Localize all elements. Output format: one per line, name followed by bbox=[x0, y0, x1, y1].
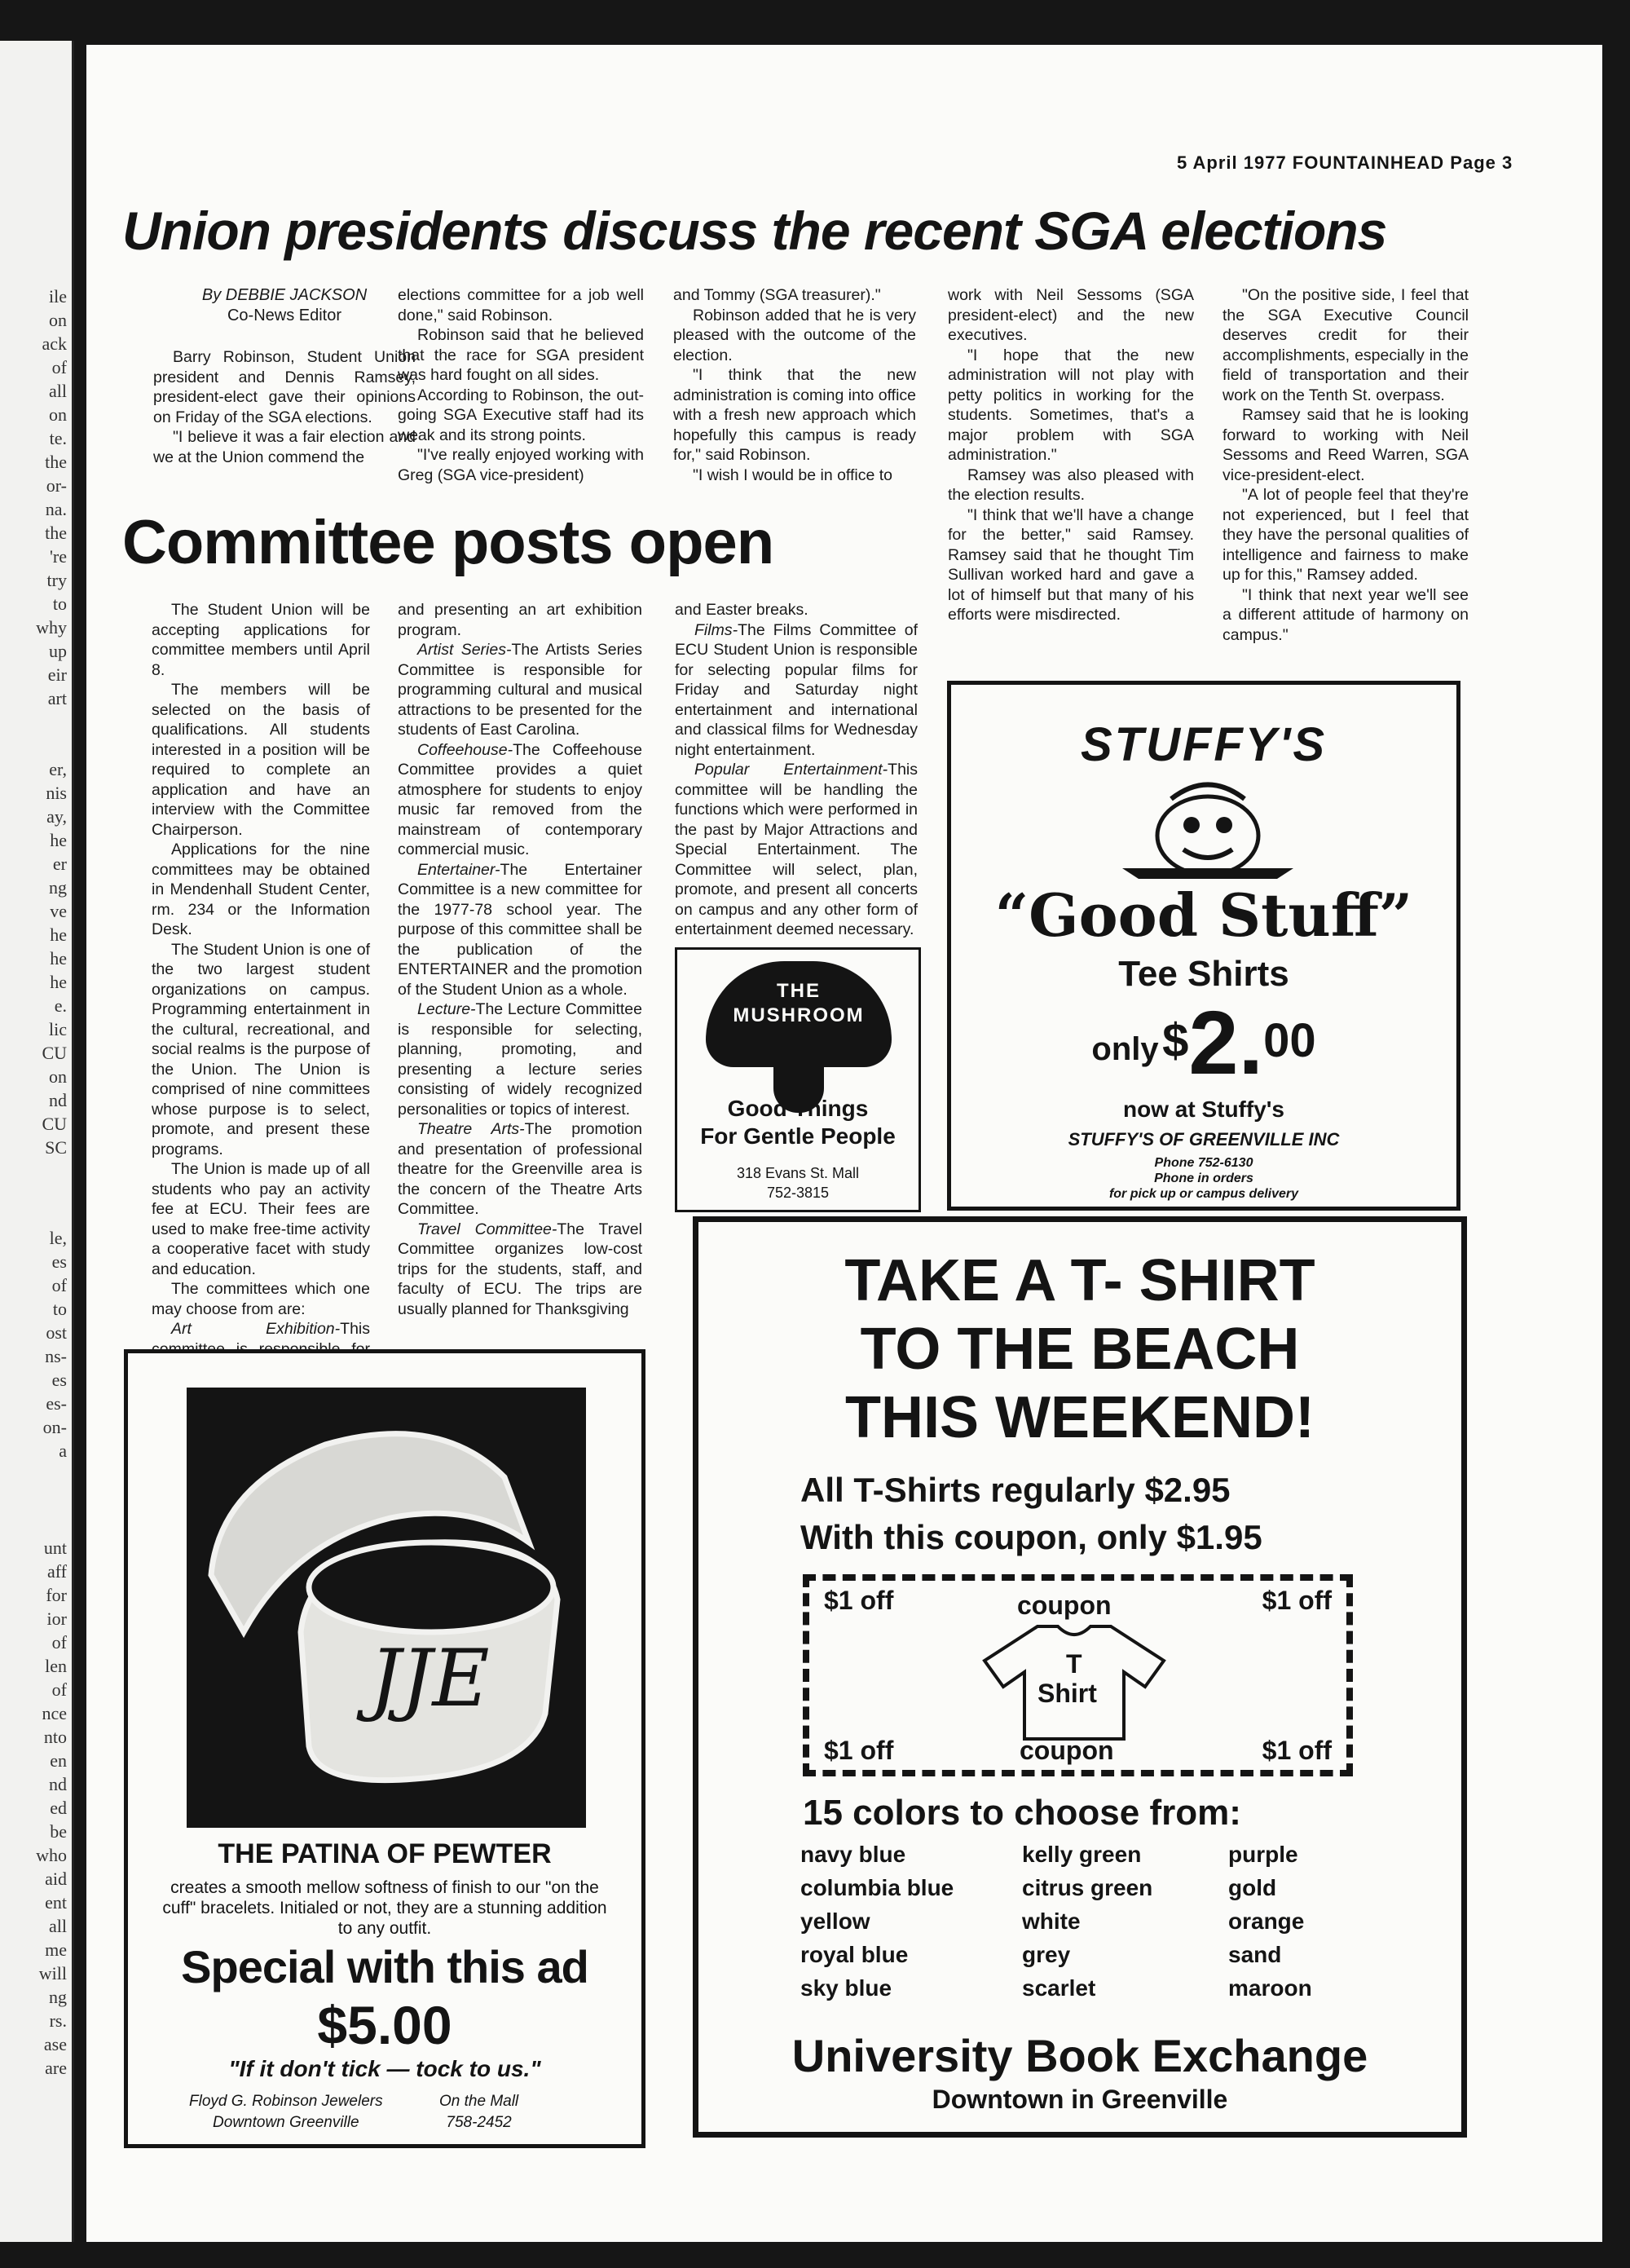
tee-shirts-label: Tee Shirts bbox=[1118, 954, 1289, 994]
paragraph: Theatre Arts-The promotion and presentation of professional theatre for the Greenville area is the concern of the Theatre Arts Committee. bbox=[398, 1120, 643, 1218]
colors-heading: 15 colors to choose from: bbox=[803, 1793, 1241, 1833]
previous-page-text-fragment: ng bbox=[49, 877, 67, 898]
previous-page-text-fragment: nce bbox=[42, 1703, 67, 1723]
special-offer: Special with this ad bbox=[181, 1941, 588, 1992]
pewter-slogan: "If it don't tick — tock to us." bbox=[228, 2056, 541, 2081]
paragraph: Coffeehouse-The Coffeehouse Committee provides a quiet atmosphere for students to enjoy music far removed from the mainstream of contemporary commercial music. bbox=[398, 740, 642, 858]
previous-page-text-fragment: ile bbox=[49, 286, 67, 307]
previous-page-text-fragment: all bbox=[49, 1916, 67, 1936]
good-stuff-headline: “Good Stuff” bbox=[994, 880, 1413, 950]
color-item: columbia blue bbox=[800, 1875, 954, 1900]
color-item: kelly green bbox=[1022, 1842, 1142, 1867]
beach-headline: TAKE A T- SHIRT TO THE BEACH THIS WEEKEND! bbox=[844, 1248, 1315, 1450]
color-item: gold bbox=[1228, 1875, 1277, 1900]
previous-page-text-fragment: er bbox=[52, 854, 67, 874]
previous-page-text-fragment: me bbox=[45, 1939, 67, 1960]
previous-page-text-fragment: ior bbox=[46, 1608, 67, 1629]
color-item: citrus green bbox=[1022, 1875, 1153, 1900]
color-item: sky blue bbox=[800, 1975, 892, 2001]
paragraph: and Tommy (SGA treasurer)." bbox=[673, 286, 881, 304]
paragraph: Films-The Films Committee of ECU Student Union is responsible for selecting popular films for Friday and Saturday night entertainment and international and classical films for Wednesday night entertainment. bbox=[675, 620, 918, 759]
previous-page-text-fragment: e. bbox=[54, 995, 67, 1016]
article1-column-1 bbox=[153, 285, 416, 467]
headline-committee-posts: Committee posts open bbox=[122, 508, 774, 577]
previous-page-text-fragment: he bbox=[50, 924, 67, 945]
article2-column-1 bbox=[152, 600, 370, 1439]
coupon-corner: $1 off bbox=[824, 1586, 894, 1615]
previous-page-text-fragment: on bbox=[49, 404, 67, 425]
paragraph: The Student Union is one of the two largest student organizations on campus. Programming entertainment in the cultural, recreational, and social realms is the purpose of the Union. The Union is comprised of nine committees whose purpose is to select, promote, and present these programs. bbox=[152, 940, 370, 1158]
chef-mascot-icon bbox=[1106, 774, 1310, 880]
article2-column-2 bbox=[398, 600, 642, 1319]
paragraph: Lecture-The Lecture Committee is responsible for selecting, planning, promoting, and presenting a lecture series consisting of widely recognized personalities or topics of interest. bbox=[398, 1000, 642, 1119]
previous-page-text-fragment: 're bbox=[49, 546, 67, 567]
color-item: navy blue bbox=[800, 1842, 906, 1867]
monogram-text: JJE bbox=[369, 1633, 490, 1724]
previous-page-text-fragment: to bbox=[52, 1299, 67, 1319]
previous-page-text-fragment: te. bbox=[49, 428, 67, 448]
pewter-advertisement bbox=[124, 1349, 645, 2148]
coupon-corner: $1 off bbox=[1262, 1586, 1332, 1615]
now-at-stuffys: now at Stuffy's bbox=[1123, 1096, 1284, 1122]
stuffys-logo: STUFFY'S bbox=[1080, 718, 1328, 771]
paragraph: Artist Series-The Artists Series Committee is responsible for programming cultural and musical attractions to be presented for the students of East Carolina. bbox=[398, 641, 642, 739]
beach-tshirt-advertisement bbox=[693, 1216, 1467, 2138]
previous-page-text-fragment: be bbox=[50, 1821, 67, 1842]
previous-page-text-fragment: ed bbox=[50, 1798, 67, 1818]
previous-page-text-fragment: CU bbox=[42, 1043, 67, 1063]
previous-page-text-fragment: for bbox=[46, 1585, 67, 1605]
beach-pricing: All T-Shirts regularly $2.95 With this coupon, only $1.95 bbox=[800, 1471, 1262, 1556]
color-item: orange bbox=[1228, 1908, 1305, 1934]
coupon-corner: $1 off bbox=[824, 1736, 894, 1765]
previous-page-text-fragment: es bbox=[51, 1370, 67, 1390]
previous-page-text-fragment: es bbox=[51, 1251, 67, 1272]
previous-page-text-fragment: lic bbox=[49, 1019, 67, 1039]
color-item: yellow bbox=[800, 1908, 870, 1934]
article1-column-5 bbox=[1222, 285, 1469, 645]
company-name: STUFFY'S OF GREENVILLE INC bbox=[1068, 1129, 1340, 1149]
previous-page-text-fragment: a bbox=[59, 1441, 67, 1461]
previous-page-text-fragment: ay, bbox=[46, 806, 67, 827]
paragraph: "I've really enjoyed working with Greg (SGA vice-president) bbox=[398, 446, 644, 484]
color-item: royal blue bbox=[800, 1942, 909, 1967]
previous-page-text-fragment: ns- bbox=[45, 1346, 67, 1366]
paragraph: Travel Committee-The Travel Committee organizes low-cost trips for the students, staff, and faculty of ECU. The trips are usually planned for Thanksgiving bbox=[398, 1220, 642, 1318]
paragraph: and presenting an art exhibition program. bbox=[398, 601, 642, 639]
previous-page-text-fragment: nd bbox=[49, 1774, 67, 1794]
previous-page-text-fragment: he bbox=[50, 830, 67, 850]
coupon-word: coupon bbox=[1017, 1591, 1112, 1620]
previous-page-text-fragment: ack bbox=[42, 333, 67, 354]
paragraph: "I hope that the new administration will not play with petty politics in working for the students. Sometimes, that's a major problem with SGA administration." bbox=[948, 346, 1194, 464]
paragraph: "I believe it was a fair election and we at the Union commend the bbox=[153, 428, 416, 466]
paragraph: Barry Robinson, Student Union president and Dennis Ramsey, president-elect gave their opinions on Friday of the SGA elections. bbox=[153, 348, 416, 426]
previous-page-text-fragment: ost bbox=[46, 1322, 67, 1343]
previous-page-text-fragment: nd bbox=[49, 1090, 67, 1110]
previous-page-text-fragment: or- bbox=[46, 475, 67, 496]
paragraph: "I think that next year we'll see a different attitude of harmony on campus." bbox=[1222, 585, 1469, 644]
coupon-corner: $1 off bbox=[1262, 1736, 1332, 1765]
previous-page-text-fragment: aff bbox=[46, 1561, 67, 1582]
previous-page-text-fragment: rs. bbox=[49, 2010, 67, 2031]
paragraph: Applications for the nine committees may be obtained in Mendenhall Student Center, rm. 234 or the Information Desk. bbox=[152, 841, 370, 938]
color-item: maroon bbox=[1228, 1975, 1312, 2001]
paragraph: Robinson added that he is very pleased with the outcome of the election. bbox=[673, 306, 916, 364]
previous-page-text-fragment: of bbox=[51, 357, 67, 377]
previous-page-text-fragment: en bbox=[50, 1750, 67, 1771]
previous-page-text-fragment: le, bbox=[49, 1228, 67, 1248]
mushroom-advertisement bbox=[675, 947, 921, 1212]
color-item: scarlet bbox=[1022, 1975, 1096, 2001]
byline: By DEBBIE JACKSON Co-News Editor bbox=[201, 286, 368, 324]
article1-column-4 bbox=[948, 285, 1194, 625]
previous-page-text-fragment: of bbox=[51, 1632, 67, 1652]
jeweler-info: Floyd G. Robinson Jewelers Downtown Greenville bbox=[189, 2093, 383, 2131]
headline-union-presidents: Union presidents discuss the recent SGA elections bbox=[122, 201, 1387, 261]
previous-page-text-fragment: ve bbox=[50, 901, 67, 921]
previous-page-text-fragment: es- bbox=[46, 1393, 67, 1414]
pewter-bracelets-image bbox=[187, 1388, 586, 1828]
paragraph: The Student Union will be accepting applications for committee members until April 8. bbox=[152, 601, 370, 679]
color-item: purple bbox=[1228, 1842, 1298, 1867]
page-folio: 5 April 1977 FOUNTAINHEAD Page 3 bbox=[1177, 152, 1513, 173]
previous-page-text-fragment: to bbox=[52, 593, 67, 614]
previous-page-text-fragment: try bbox=[46, 570, 67, 590]
pewter-description: creates a smooth mellow softness of finish to our "on the cuff" bracelets. Initialed or not, they are a stunning addition to any outfit. bbox=[162, 1878, 607, 1938]
previous-page-text-fragment: the bbox=[45, 523, 67, 543]
article1-column-3 bbox=[673, 285, 916, 485]
previous-page-text-fragment: he bbox=[50, 972, 67, 992]
previous-page-text-fragment: CU bbox=[42, 1114, 67, 1134]
pewter-price: $5.00 bbox=[317, 1995, 452, 2055]
coupon-word: coupon bbox=[1020, 1736, 1114, 1765]
tshirt-coupon bbox=[803, 1574, 1353, 1776]
paragraph: The members will be selected on the basis of qualifications. All students interested in a position will be required to complete an application and have an interview with the Committee Chairperson. bbox=[152, 681, 370, 839]
coupon-t: T bbox=[1066, 1649, 1082, 1679]
store-location: Downtown in Greenville bbox=[932, 2085, 1228, 2114]
paragraph: Entertainer-The Entertainer Committee is a new committee for the 1977-78 school year. The purpose of this committee shall be the publication of the ENTERTAINER and the promotion of the Student Union as a whole. bbox=[398, 860, 642, 999]
previous-page-text-fragment: who bbox=[36, 1845, 67, 1865]
article1-column-2 bbox=[398, 285, 644, 485]
coupon-shirt: Shirt bbox=[1037, 1679, 1097, 1708]
previous-page-text-fragment: ng bbox=[49, 1987, 67, 2007]
previous-page-text-fragment: ent bbox=[45, 1892, 67, 1913]
previous-page-edge bbox=[0, 41, 74, 2242]
mall-info: On the Mall 758-2452 bbox=[439, 2093, 519, 2131]
paragraph: Art Exhibition-This bbox=[171, 1320, 370, 1338]
paragraph: The committees which one may choose from are: bbox=[152, 1280, 370, 1318]
previous-page-text-fragment: all bbox=[49, 381, 67, 401]
paragraph: Ramsey said that he is looking forward to working with Neil Sessoms and Reed Warren, SGA vice-president-elect. bbox=[1222, 406, 1469, 484]
previous-page-text-fragment: nis bbox=[46, 783, 67, 803]
paragraph: work with Neil Sessoms (SGA president-elect) and the new executives. bbox=[948, 286, 1194, 344]
paragraph: "I wish I would be in office to bbox=[693, 466, 893, 484]
previous-page-text-fragment: aid bbox=[45, 1869, 67, 1889]
stuffys-advertisement bbox=[947, 681, 1460, 1211]
previous-page-text-fragment: the bbox=[45, 452, 67, 472]
mushroom-address: 318 Evans St. Mall 752-3815 bbox=[736, 1165, 860, 1201]
previous-page-text-fragment: of bbox=[51, 1679, 67, 1700]
paragraph: Robinson said that he believed that the race for SGA president was hard fought on all sides. bbox=[398, 326, 644, 384]
previous-page-text-fragment: er, bbox=[49, 759, 67, 779]
paragraph: "On the positive side, I feel that the SGA Executive Council deserves credit for their accomplishments, especially in the field of transportation and their work on the Tenth St. overpass. bbox=[1222, 286, 1469, 404]
paragraph: "I think that the new administration is coming into office with a fresh new approach which hopefully this campus is ready for," said Robinson. bbox=[673, 366, 916, 464]
previous-page-text-fragment: SC bbox=[45, 1137, 67, 1158]
bracelet-icon bbox=[187, 1388, 586, 1828]
previous-page-text-fragment: of bbox=[51, 1275, 67, 1295]
paragraph: "I think that we'll have a change for the better," said Ramsey. Ramsey said that he thought Tim Sullivan worked hard and gave a lot of himself but that many of his efforts were misdirected. bbox=[948, 505, 1194, 624]
price-whole: 2. bbox=[1188, 993, 1264, 1093]
previous-page-text-fragment: on- bbox=[42, 1417, 67, 1437]
paragraph: "A lot of people feel that they're not experienced, but I feel that they have the personal qualities of intelligence and fairness to make up for this," Ramsey added. bbox=[1222, 486, 1469, 584]
store-name: University Book Exchange bbox=[791, 2030, 1368, 2081]
color-item: sand bbox=[1228, 1942, 1282, 1967]
mushroom-logo-icon: THE MUSHROOM bbox=[706, 961, 892, 1067]
previous-page-text-fragment: len bbox=[45, 1656, 67, 1676]
previous-page-text-fragment: art bbox=[47, 688, 67, 708]
previous-page-text-fragment: ase bbox=[43, 2034, 67, 2054]
phone-info: Phone 752-6130 Phone in orders for pick up or campus delivery bbox=[1108, 1156, 1299, 1201]
color-item: grey bbox=[1022, 1942, 1071, 1967]
mushroom-tagline: Good Things For Gentle People bbox=[700, 1096, 896, 1149]
paragraph: The Union is made up of all students who pay an activity fee at ECU. Their fees are used to make free-time activity a cooperative facet with study and education. bbox=[152, 1160, 370, 1278]
article2-column-3 bbox=[675, 600, 918, 940]
previous-page-text-fragment: why bbox=[36, 617, 67, 638]
color-item: white bbox=[1022, 1908, 1081, 1934]
previous-page-text-fragment: eir bbox=[47, 664, 67, 685]
paragraph: According to Robinson, the out-going SGA Executive staff had its weak and its strong points. bbox=[398, 386, 644, 444]
paragraph: elections committee for a job well done," said Robinson. bbox=[398, 286, 644, 324]
previous-page-text-fragment: are bbox=[45, 2058, 67, 2078]
paragraph: Popular Entertainment-This committee will be handling the functions which were performed in the past by Major Attractions and Special Entertainment. The Committee will select, plan, promote, and present all concerts on campus and any other form of entertainment deemed necessary. bbox=[675, 761, 918, 938]
previous-page-text-fragment: on bbox=[49, 310, 67, 330]
pewter-title: THE PATINA OF PEWTER bbox=[218, 1838, 552, 1869]
price-line: only $2.00 bbox=[1091, 993, 1316, 1093]
previous-page-text-fragment: unt bbox=[43, 1538, 67, 1558]
previous-page-text-fragment: on bbox=[49, 1066, 67, 1087]
previous-page-text-fragment: will bbox=[38, 1963, 67, 1983]
previous-page-text-fragment: nto bbox=[43, 1727, 67, 1747]
previous-page-text-fragment: na. bbox=[45, 499, 67, 519]
paragraph: Ramsey was also pleased with the election results. bbox=[948, 466, 1194, 504]
paragraph: and Easter breaks. bbox=[675, 601, 808, 619]
previous-page-text-fragment: up bbox=[49, 641, 67, 661]
previous-page-text-fragment: he bbox=[50, 948, 67, 969]
